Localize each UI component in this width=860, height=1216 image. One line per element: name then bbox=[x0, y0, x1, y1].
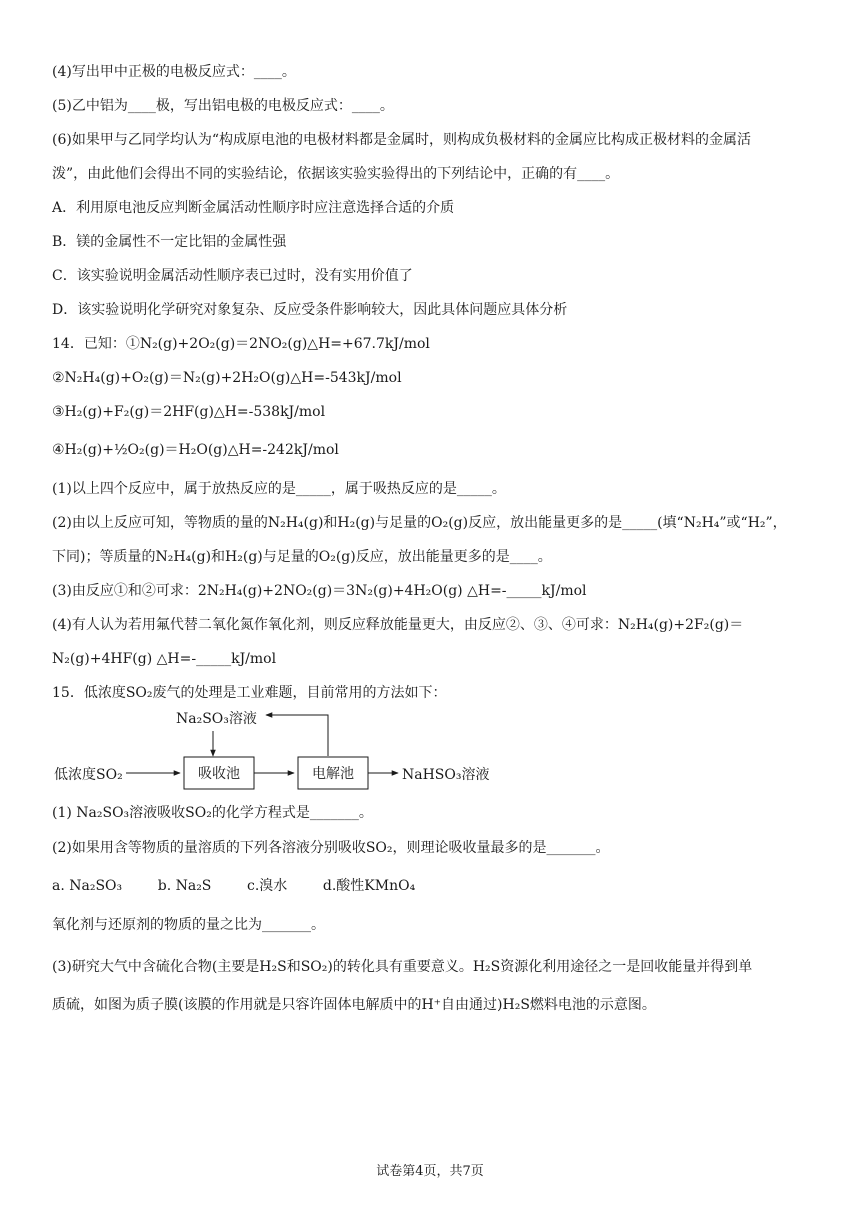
line-q13-6b: 泼”，由此他们会得出不同的实验结论，依据该实验实验得出的下列结论中，正确的有____。 bbox=[52, 166, 620, 182]
q15-options: a. Na₂SO₃ b. Na₂S c.溴水 d.酸性KMnO₄ bbox=[52, 878, 416, 894]
q15-part-3a: (3)研究大气中含硫化合物(主要是H₂S和SO₂)的转化具有重要意义。H₂S资源化利用途径之一是回收能量并得到单 bbox=[52, 959, 753, 975]
q15-part-3b: 质硫，如图为质子膜(该膜的作用就是只容许固体电解质中的H⁺自由通过)H₂S燃料电池的示意图。 bbox=[52, 997, 656, 1013]
q15-ratio: 氧化剂与还原剂的物质的量之比为_______。 bbox=[52, 917, 325, 933]
option-a: A．利用原电池反应判断金属活动性顺序时应注意选择合适的介质 bbox=[52, 200, 455, 216]
q14-part-2a: (2)由以上反应可知，等物质的量的N₂H₄(g)和H₂(g)与足量的O₂(g)反应，放出能量更多的是_____(填“N₂H₄”或“H₂”， bbox=[52, 515, 787, 531]
q14-part-4b: N₂(g)+4HF(g) △H=-_____kJ/mol bbox=[52, 651, 277, 667]
q15-part-1: (1) Na₂SO₃溶液吸收SO₂的化学方程式是_______。 bbox=[52, 805, 373, 821]
electrolyzer-label: 电解池 bbox=[312, 766, 354, 782]
diagram-na2so3-label: Na₂SO₃溶液 bbox=[176, 711, 257, 727]
option-b: B．镁的金属性不一定比铝的金属性强 bbox=[52, 234, 287, 250]
q15-part-2: (2)如果用含等物质的量溶质的下列各溶液分别吸收SO₂，则理论吸收量最多的是_______。 bbox=[52, 840, 610, 856]
arrow-recycle bbox=[266, 715, 328, 756]
line-q13-6a: (6)如果甲与乙同学均认为“构成原电池的电极材料都是金属时，则构成负极材料的金属应比构成正极材料的金属活 bbox=[52, 132, 751, 148]
q14-part-2b: 下同)；等质量的N₂H₄(g)和H₂(g)与足量的O₂(g)反应，放出能量更多的是____。 bbox=[52, 549, 552, 565]
page-footer: 试卷第4页，共7页 bbox=[376, 1164, 484, 1179]
q14-part-4a: (4)有人认为若用氟代替二氧化氮作氧化剂，则反应释放能量更大，由反应②、③、④可求：N₂H₄(g)+2F₂(g)＝ bbox=[52, 617, 744, 633]
diagram-input-label: 低浓度SO₂ bbox=[54, 767, 123, 783]
option-d: D．该实验说明化学研究对象复杂、反应受条件影响较大，因此具体问题应具体分析 bbox=[52, 302, 568, 318]
line-q13-4: (4)写出甲中正极的电极反应式：____。 bbox=[52, 64, 296, 80]
q15-stem: 15．低浓度SO₂废气的处理是工业难题，目前常用的方法如下： bbox=[52, 685, 447, 701]
diagram-output-label: NaHSO₃溶液 bbox=[402, 767, 490, 783]
q14-reaction-2: ②N₂H₄(g)+O₂(g)＝N₂(g)+2H₂O(g)△H=-543kJ/mol bbox=[52, 370, 402, 386]
line-q13-5: (5)乙中铝为____极，写出铝电极的电极反应式：____。 bbox=[52, 98, 394, 114]
so2-process-diagram bbox=[52, 704, 492, 796]
q14-part-3: (3)由反应①和②可求：2N₂H₄(g)+2NO₂(g)＝3N₂(g)+4H₂O(g) △H=-_____kJ/mol bbox=[52, 583, 587, 599]
q14-reaction-3: ③H₂(g)+F₂(g)＝2HF(g)△H=-538kJ/mol bbox=[52, 404, 326, 420]
q14-part-1: (1)以上四个反应中，属于放热反应的是_____，属于吸热反应的是_____。 bbox=[52, 481, 506, 497]
absorber-label: 吸收池 bbox=[198, 766, 240, 782]
q14-reaction-4: ④H₂(g)+½O₂(g)＝H₂O(g)△H=-242kJ/mol bbox=[52, 442, 339, 458]
option-c: C．该实验说明金属活动性顺序表已过时，没有实用价值了 bbox=[52, 268, 413, 284]
q14-reaction-1: 14．已知：①N₂(g)+2O₂(g)＝2NO₂(g)△H=+67.7kJ/mol bbox=[52, 336, 430, 352]
